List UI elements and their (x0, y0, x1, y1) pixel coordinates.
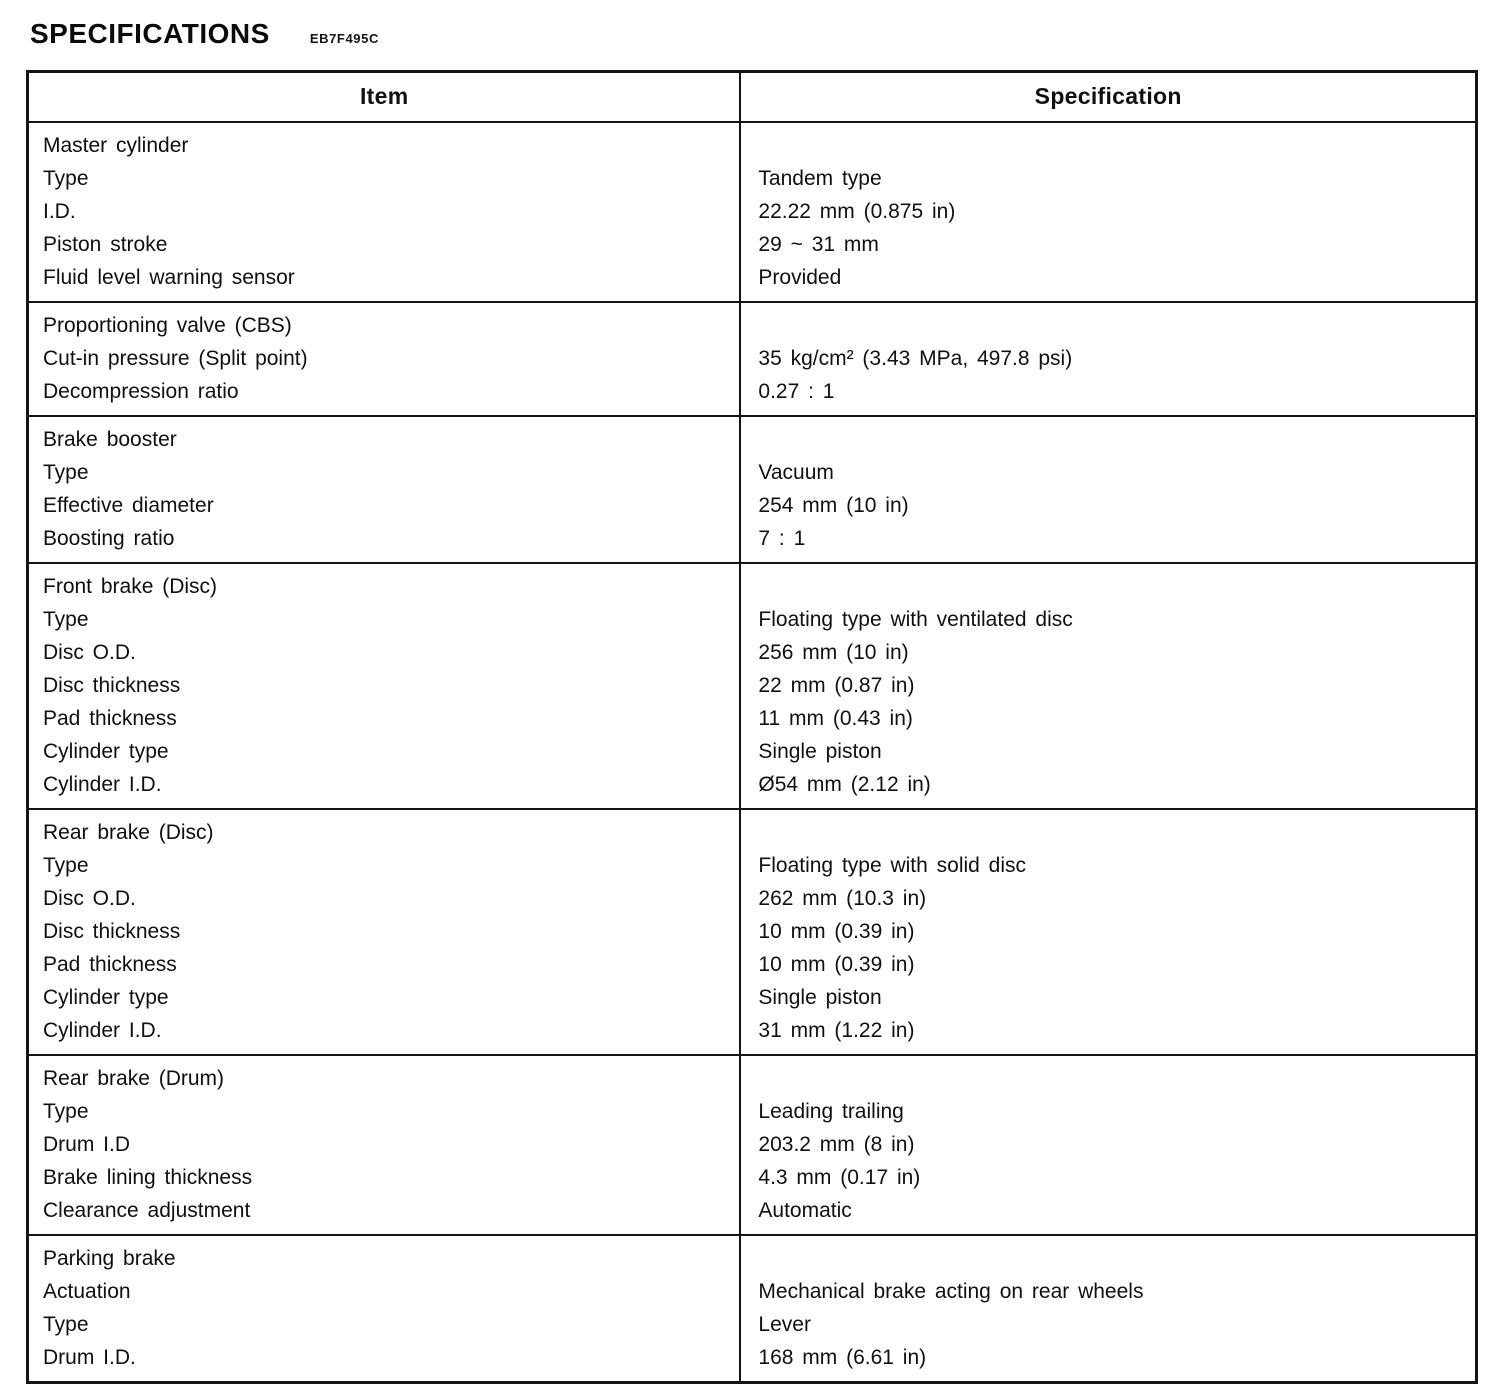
group-name: Proportioning valve (CBS) (43, 313, 292, 337)
item-label: Actuation (43, 1279, 131, 1303)
item-label: Type (43, 1099, 89, 1123)
spec-blank-line (758, 309, 1461, 342)
spec-blank-line (758, 129, 1461, 162)
item-label: Disc thickness (43, 673, 181, 697)
column-header-item: Item (28, 72, 741, 122)
spec-value: 11 mm (0.43 in) (758, 706, 913, 730)
spec-value: 7 : 1 (758, 526, 806, 550)
item-label: Cylinder I.D. (43, 772, 162, 796)
spec-value: 254 mm (10 in) (758, 493, 909, 517)
spec-cell (740, 416, 1476, 563)
spec-cell (740, 302, 1476, 416)
item-label: Type (43, 1312, 89, 1336)
item-cell (28, 563, 741, 809)
spec-value: 203.2 mm (8 in) (758, 1132, 915, 1156)
spec-blank-line (758, 816, 1461, 849)
item-label: Piston stroke (43, 232, 168, 256)
spec-value: 256 mm (10 in) (758, 640, 909, 664)
item-label: Type (43, 607, 89, 631)
spec-blank-line (758, 570, 1461, 603)
title-row (30, 18, 1478, 50)
spec-cell (740, 122, 1476, 302)
spec-value: Vacuum (758, 460, 834, 484)
page-title: SPECIFICATIONS (30, 18, 270, 49)
item-label: Drum I.D (43, 1132, 130, 1156)
spec-table-body (28, 122, 1477, 1383)
column-header-specification: Specification (740, 72, 1476, 122)
spec-value: Tandem type (758, 166, 882, 190)
spec-cell (740, 1235, 1476, 1383)
table-row (28, 122, 1477, 302)
item-label: Brake lining thickness (43, 1165, 253, 1189)
item-label: Effective diameter (43, 493, 214, 517)
table-header-row (28, 72, 1477, 122)
item-cell (28, 1055, 741, 1235)
table-row (28, 302, 1477, 416)
spec-value: 22.22 mm (0.875 in) (758, 199, 956, 223)
item-label: Type (43, 166, 89, 190)
group-name: Brake booster (43, 427, 177, 451)
spec-value: 10 mm (0.39 in) (758, 919, 915, 943)
item-cell (28, 1235, 741, 1383)
group-name: Front brake (Disc) (43, 574, 218, 598)
spec-value: 10 mm (0.39 in) (758, 952, 915, 976)
item-label: Pad thickness (43, 706, 177, 730)
spec-blank-line (758, 1242, 1461, 1275)
item-cell (28, 809, 741, 1055)
spec-value: Leading trailing (758, 1099, 904, 1123)
spec-value: Floating type with ventilated disc (758, 607, 1073, 631)
group-name: Master cylinder (43, 133, 189, 157)
table-row (28, 1055, 1477, 1235)
spec-value: 262 mm (10.3 in) (758, 886, 927, 910)
item-label: Fluid level warning sensor (43, 265, 295, 289)
item-label: Type (43, 460, 89, 484)
item-label: Disc O.D. (43, 640, 136, 664)
item-label: Disc O.D. (43, 886, 136, 910)
item-label: Cylinder type (43, 985, 169, 1009)
item-label: Cylinder I.D. (43, 1018, 162, 1042)
table-row (28, 416, 1477, 563)
spec-cell (740, 1055, 1476, 1235)
item-label: Cylinder type (43, 739, 169, 763)
spec-value: Automatic (758, 1198, 852, 1222)
item-cell (28, 416, 741, 563)
item-label: Type (43, 853, 89, 877)
spec-value: Lever (758, 1312, 811, 1336)
spec-value: Floating type with solid disc (758, 853, 1027, 877)
table-row (28, 1235, 1477, 1383)
section-code: EB7F495C (309, 31, 379, 46)
spec-value: 29 ~ 31 mm (758, 232, 879, 256)
item-label: Pad thickness (43, 952, 177, 976)
spec-value: Single piston (758, 985, 882, 1009)
spec-value: Mechanical brake acting on rear wheels (758, 1279, 1144, 1303)
spec-value: Ø54 mm (2.12 in) (758, 772, 931, 796)
table-row (28, 809, 1477, 1055)
spec-value: 0.27 : 1 (758, 379, 835, 403)
item-label: Drum I.D. (43, 1345, 136, 1369)
spec-cell (740, 809, 1476, 1055)
item-label: I.D. (43, 199, 76, 223)
spec-blank-line (758, 423, 1461, 456)
item-label: Disc thickness (43, 919, 181, 943)
spec-value: 4.3 mm (0.17 in) (758, 1165, 921, 1189)
item-label: Boosting ratio (43, 526, 175, 550)
group-name: Parking brake (43, 1246, 176, 1270)
specifications-table (26, 70, 1478, 1384)
group-name: Rear brake (Disc) (43, 820, 214, 844)
spec-value: Provided (758, 265, 842, 289)
item-cell (28, 302, 741, 416)
group-name: Rear brake (Drum) (43, 1066, 225, 1090)
item-label: Cut-in pressure (Split point) (43, 346, 308, 370)
spec-value: 168 mm (6.61 in) (758, 1345, 927, 1369)
spec-cell (740, 563, 1476, 809)
table-row (28, 563, 1477, 809)
spec-value: 35 kg/cm² (3.43 MPa, 497.8 psi) (758, 346, 1073, 370)
item-label: Clearance adjustment (43, 1198, 251, 1222)
spec-blank-line (758, 1062, 1461, 1095)
spec-value: 22 mm (0.87 in) (758, 673, 915, 697)
spec-value: Single piston (758, 739, 882, 763)
item-label: Decompression ratio (43, 379, 239, 403)
spec-value: 31 mm (1.22 in) (758, 1018, 915, 1042)
item-cell (28, 122, 741, 302)
